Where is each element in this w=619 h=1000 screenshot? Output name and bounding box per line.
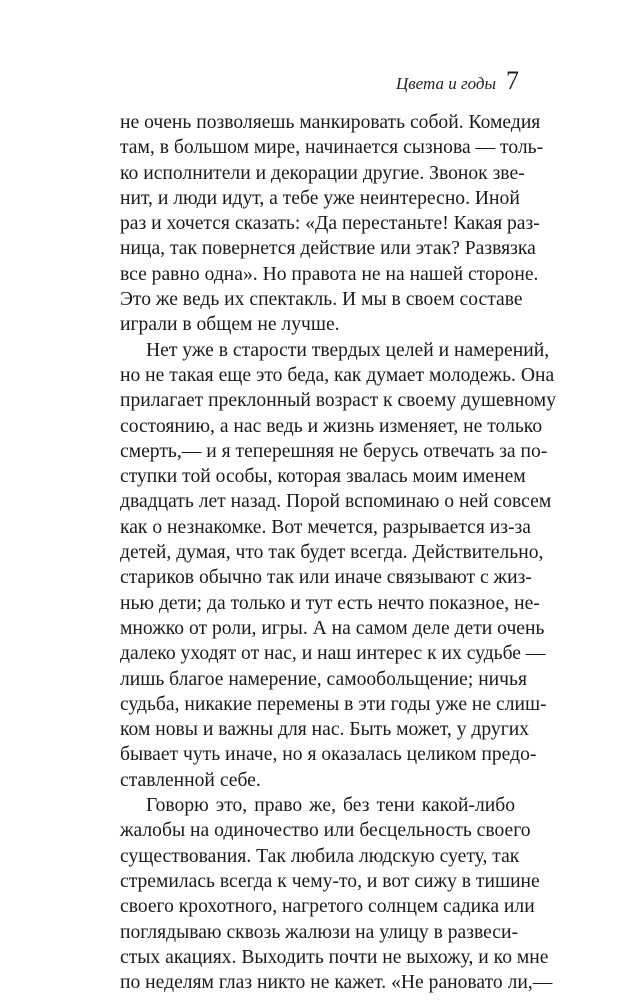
text-line: ставленной себе. [120,769,261,791]
text-line: стых акациях. Выходить почти не выхожу, и ко мне [120,946,549,968]
running-head [396,68,519,94]
paragraph [120,338,556,793]
paragraph [120,793,553,995]
text-line: по неделям глаз никто не кажет. «Не рановато ли,— [120,972,553,994]
text-line: играли в общем не лучше. [120,314,340,336]
text-line: Это же ведь их спектакль. И мы в своем составе [120,289,523,311]
text-line: прилагает преклонный возраст к своему душевному [120,390,556,412]
text-line: нит, и люди идут, а тебе уже неинтересно. Иной [120,187,520,209]
text-line: не очень позволяешь манкировать собой. Комедия [120,112,541,133]
text-line: судьба, никакие перемены в эти годы уже не слиш- [120,693,547,715]
text-line: Говорю это, право же, без тени какой-либо [146,795,515,817]
text-line: двадцать лет назад. Порой вспоминаю о ней совсем [120,491,552,513]
text-line: ко исполнители и декорации другие. Звонок зве- [120,162,525,184]
text-line: поглядываю сквозь жалюзи на улицу в развеси- [120,921,518,943]
running-title: Цвета и годы [396,74,496,93]
text-line: ница, так повернется действие или этак? Развязка [120,238,536,260]
text-line: нью дети; да только и тут есть нечто показное, не- [120,592,540,614]
text-line: своего крохотного, нагретого солнцем садика или [120,896,535,918]
paragraph [120,110,544,338]
body-text [120,110,556,995]
text-line: все равно одна». Но правота не на нашей стороне. [120,263,539,285]
text-line: множко от роли, игры. А на самом деле дети очень [120,617,545,639]
text-line: лишь благое намерение, самообольщение; ничья [120,668,527,690]
text-line: как о незнакомке. Вот мечется, разрывается из-за [120,516,531,538]
text-line: смерть,— и я теперешняя не берусь отвечать за по- [120,440,548,462]
text-line: там, в большом мире, начинается сызнова — толь- [120,137,544,159]
text-line: ком новы и важны для нас. Быть может, у других [120,719,530,741]
text-line: детей, думая, что так будет всегда. Действительно, [120,542,544,564]
text-line: стремилась всегда к чему-то, и вот сижу в тишине [120,870,540,892]
text-line: раз и хочется сказать: «Да перестаньте! Какая раз- [120,213,540,235]
text-line: существования. Так любила людскую суету, так [120,845,520,867]
text-line: стариков обычно так или иначе связывают с жиз- [120,567,532,589]
text-line: бывает чуть иначе, но я оказалась целиком предо- [120,744,537,766]
text-line: но не такая еще это беда, как думает молодежь. Она [120,364,555,386]
text-line: жалобы на одиночество или бесцельность своего [120,820,531,842]
page-number: 7 [506,66,519,95]
text-line: Нет уже в старости твердых целей и намерений, [146,339,550,361]
text-line: состоянию, а нас ведь и жизнь изменяет, не только [120,415,543,437]
text-line: далеко уходят от нас, и наш интерес к их судьбе — [120,643,546,665]
text-line: ступки той особы, которая звалась моим именем [120,466,526,488]
